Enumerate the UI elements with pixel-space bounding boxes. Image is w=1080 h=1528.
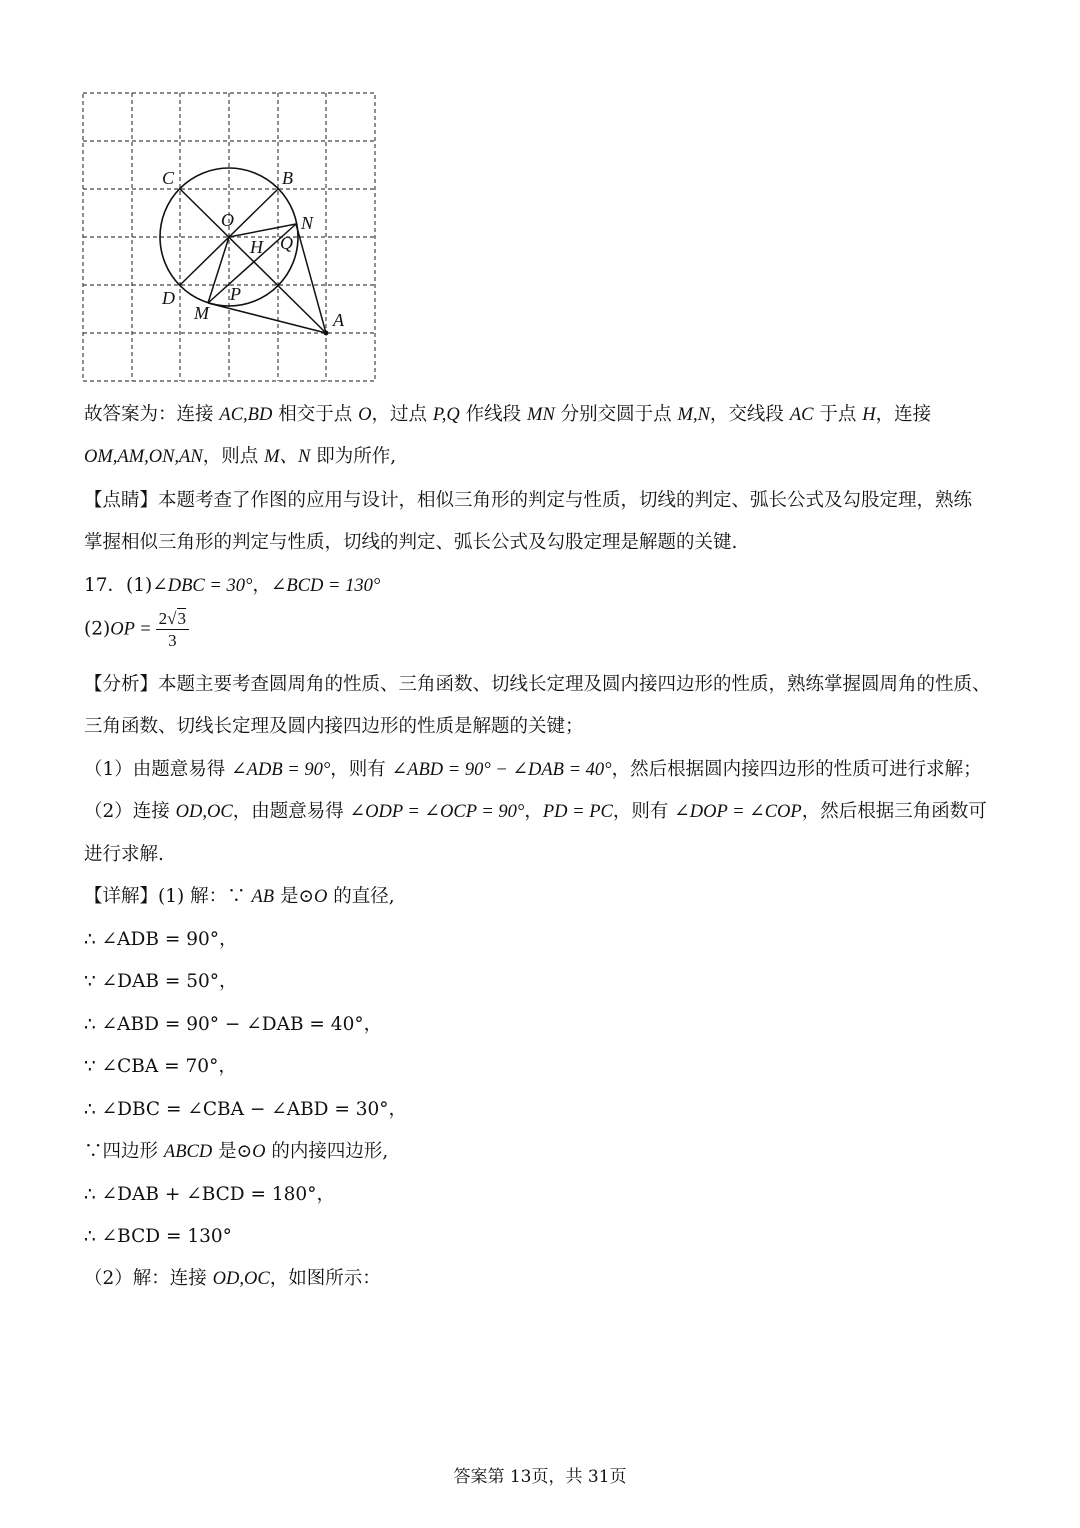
label-h: H <box>250 237 263 257</box>
detail-step9: （2）解：连接 OD,OC，如图所示： <box>84 1268 381 1289</box>
label-n: N <box>301 213 314 233</box>
detail-step2: ∵ ∠DAB = 50°， <box>84 971 238 992</box>
detail-step6: ∵四边形 ABCD 是⊙O 的内接四边形, <box>84 1141 389 1162</box>
analysis-line5: 进行求解. <box>84 844 164 865</box>
label-o: O <box>221 210 234 230</box>
comment-line2: 掌握相似三角形的判定与性质，切线的判定、弧长公式及勾股定理是解题的关键. <box>84 532 738 553</box>
point-a-dot <box>324 331 329 336</box>
page-footer: 答案第 13页，共 31页 <box>453 1467 627 1487</box>
detail-step5: ∴ ∠DBC = ∠CBA − ∠ABD = 30°， <box>84 1099 408 1120</box>
detail-step1: ∴ ∠ADB = 90°， <box>84 929 238 950</box>
label-m: M <box>194 303 209 323</box>
label-d: D <box>162 288 175 308</box>
analysis-line2: 三角函数、切线长定理及圆内接四边形的性质是解题的关键； <box>84 716 584 737</box>
q17-answer2: (2)OP = $\frac{2√3}{3}$ <box>84 610 189 649</box>
analysis-line4: （2）连接 OD,OC，由题意易得 ∠ODP = ∠OCP = 90°，PD = PC，则有 ∠DOP = ∠COP，然后根据三角函数可 <box>84 801 987 822</box>
detail-step4: ∵ ∠CBA = 70°， <box>84 1056 237 1077</box>
detail-step8: ∴ ∠BCD = 130° <box>84 1226 232 1247</box>
detail-step7: ∴ ∠DAB + ∠BCD = 180°， <box>84 1184 335 1205</box>
q17-answer1: 17．(1)∠DBC = 30°，∠BCD = 130° <box>84 575 381 596</box>
label-q: Q <box>280 233 293 253</box>
answer16-line1: 故答案为：连接 AC,BD 相交于点 O，过点 P,Q 作线段 MN 分别交圆于点 M,N，交线段 AC 于点 H，连接 <box>84 404 932 425</box>
fraction-2sqrt3-over-3: $\frac{2√3}{3}$ <box>156 610 189 649</box>
detail-line1: 【详解】(1) 解：∵ AB 是⊙O 的直径, <box>84 886 395 907</box>
analysis-line3: （1）由题意易得 ∠ADB = 90°，则有 ∠ABD = 90° − ∠DAB = 40°，然后根据圆内接四边形的性质可进行求解； <box>84 759 982 780</box>
geometry-figure <box>80 90 380 386</box>
answer16-line2: OM,AM,ON,AN，则点 M、N 即为所作, <box>84 446 397 467</box>
label-c: C <box>162 168 175 188</box>
label-p: P <box>230 284 241 304</box>
detail-step3: ∴ ∠ABD = 90° − ∠DAB = 40°， <box>84 1014 383 1035</box>
analysis-line1: 【分析】本题主要考查圆周角的性质、三角函数、切线长定理及圆内接四边形的性质，熟练掌握圆周角的性质、 <box>84 674 991 695</box>
label-b: B <box>282 168 293 188</box>
label-a: A <box>333 310 344 330</box>
comment-line1: 【点睛】本题考查了作图的应用与设计，相似三角形的判定与性质，切线的判定、弧长公式及勾股定理，熟练 <box>84 490 973 511</box>
